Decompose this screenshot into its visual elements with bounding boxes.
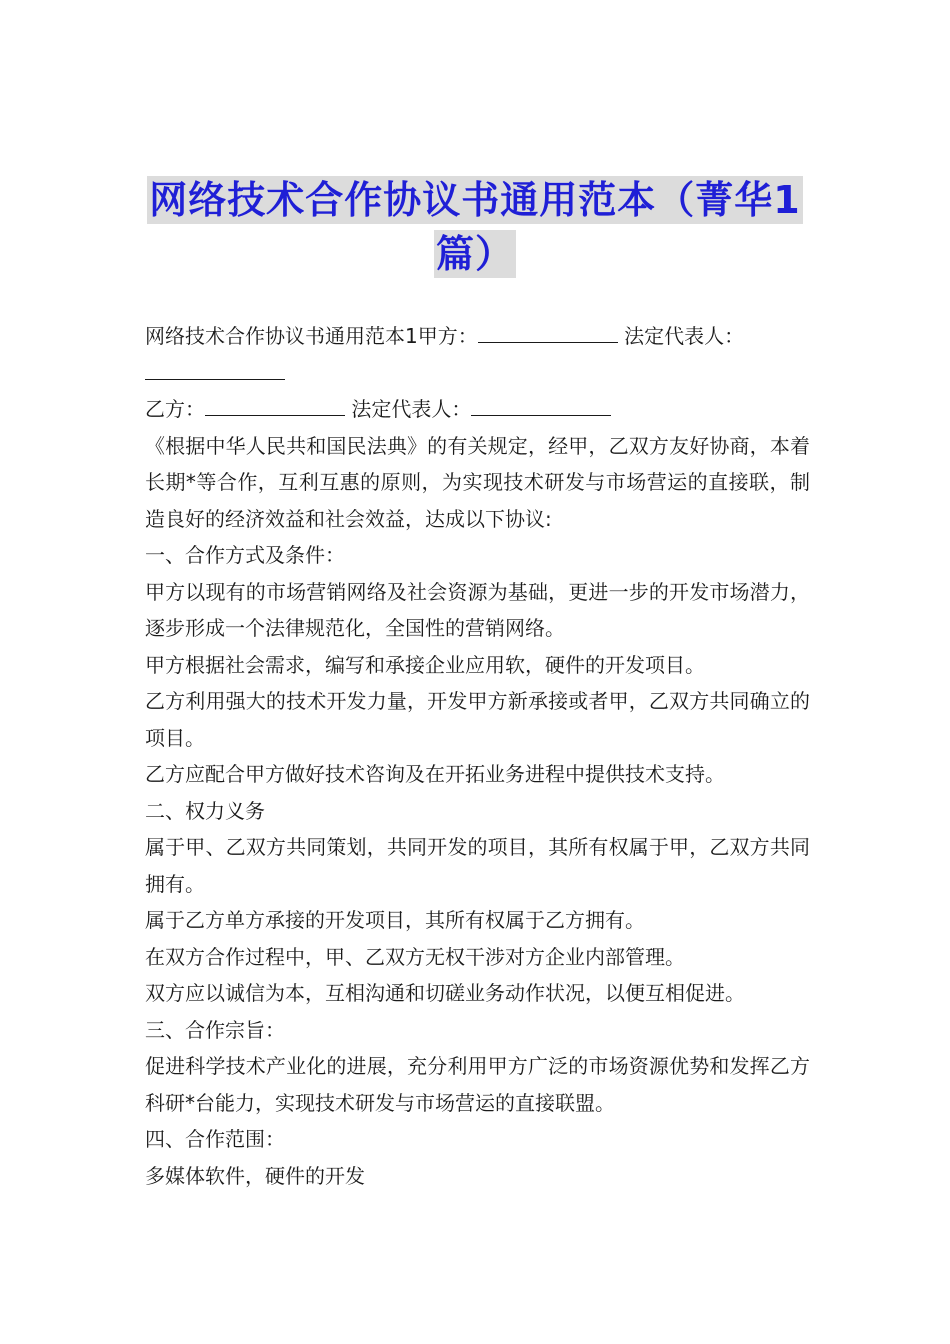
paragraph: 乙方应配合甲方做好技术咨询及在开拓业务进程中提供技术支持。	[145, 762, 725, 786]
legal-rep-label-b: 法定代表人：	[351, 397, 472, 421]
title-line-1: 网络技术合作协议书通用范本（菁华1	[149, 178, 801, 222]
party-a-blank	[478, 320, 618, 343]
party-b-blank	[205, 393, 345, 416]
party-a-label: 网络技术合作协议书通用范本1甲方：	[145, 324, 478, 348]
section-heading: 四、合作范围：	[145, 1127, 285, 1151]
paragraph: 属于甲、乙双方共同策划，共同开发的项目，其所有权属于甲，乙双方共同拥有。	[145, 835, 810, 896]
title-line-2: 篇）	[435, 232, 514, 276]
section-heading: 二、权力义务	[145, 798, 265, 823]
paragraph: 在双方合作过程中，甲、乙双方无权干涉对方企业内部管理。	[145, 944, 685, 969]
paragraph: 《根据中华人民共和国民法典》的有关规定，经甲，乙双方友好协商，本着长期*等合作，互利互惠的原则，为实现技术研发与市场营运的直接联，制造良好的经济效益和社会效益，达成以下协议:	[145, 433, 810, 531]
party-a-line	[145, 318, 810, 391]
paragraph: 甲方根据社会需求，编写和承接企业应用软，硬件的开发项目。	[145, 652, 705, 677]
paragraph: 双方应以诚信为本，互相沟通和切磋业务动作状况，以便互相促进。	[145, 981, 745, 1005]
paragraph: 甲方以现有的市场营销网络及社会资源为基础，更进一步的开发市场潜力，逐步形成一个法律规范化，全国性的营销网络。	[145, 579, 810, 640]
document-title	[0, 176, 950, 278]
legal-rep-a-blank	[145, 357, 285, 380]
section-heading: 三、合作宗旨：	[145, 1017, 285, 1042]
paragraph: 促进科学技术产业化的进展，充分利用甲方广泛的市场资源优势和发挥乙方科研*台能力，实现技术研发与市场营运的直接联盟。	[145, 1054, 810, 1115]
legal-rep-label-a: 法定代表人：	[624, 324, 745, 348]
section-heading: 一、合作方式及条件：	[145, 543, 345, 567]
paragraph: 属于乙方单方承接的开发项目，其所有权属于乙方拥有。	[145, 908, 645, 932]
paragraph: 多媒体软件，硬件的开发	[145, 1163, 365, 1188]
party-b-label: 乙方：	[145, 397, 205, 421]
legal-rep-b-blank	[471, 393, 611, 416]
paragraph: 乙方利用强大的技术开发力量，开发甲方新承接或者甲，乙双方共同确立的项目。	[145, 689, 810, 750]
document-body	[145, 318, 810, 1194]
party-b-line	[145, 391, 810, 428]
